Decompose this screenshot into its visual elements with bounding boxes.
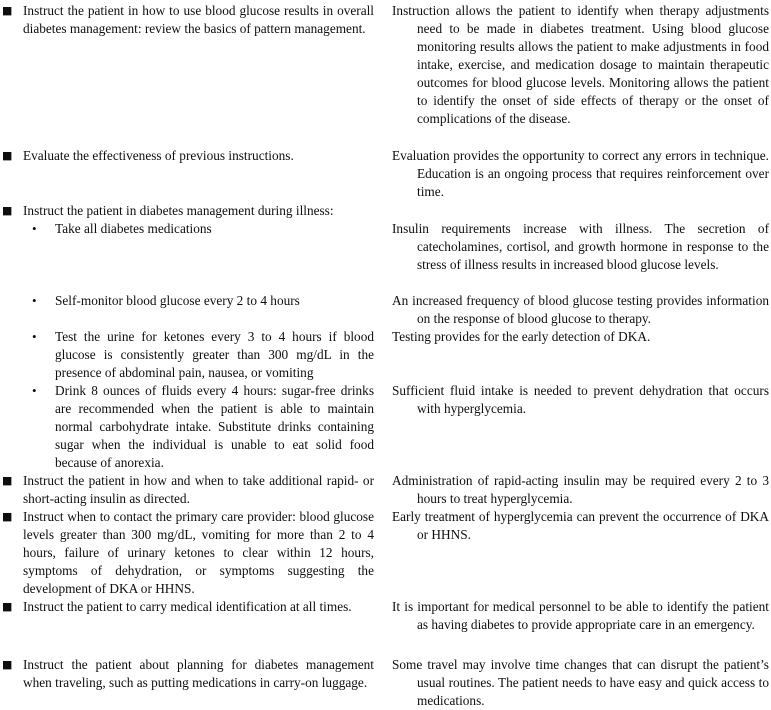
dot-bullet-icon: • bbox=[32, 221, 37, 236]
dot-bullet-icon: • bbox=[32, 383, 37, 398]
rationale-cell bbox=[392, 328, 769, 346]
intervention-cell bbox=[2, 2, 374, 38]
rationale-text: Instruction allows the patient to identify when therapy adjustments need to be made in diabetes treatment. Using blood glucose monitoring results allows the patient to make adjustments in food intake, exercise, and medication dosage to maintain therapeutic outcomes for blood glucose levels. Monitoring allows the patient to identify the onset of side effects of therapy or the onset of complications of the disease. bbox=[392, 3, 769, 126]
square-bullet-icon: ■ bbox=[2, 510, 13, 523]
rationale-text: Evaluation provides the opportunity to correct any errors in technique. Education is an ongoing process that requires reinforcement over time. bbox=[392, 148, 769, 199]
rationale-cell bbox=[392, 382, 769, 418]
intervention-item bbox=[2, 508, 374, 598]
table-row bbox=[2, 147, 769, 202]
rationale-text: Administration of rapid-acting insulin may be required every 2 to 3 hours to treat hyperglycemia. bbox=[392, 473, 769, 506]
rationale-text: Testing provides for the early detection of DKA. bbox=[392, 329, 651, 344]
intervention-text: Take all diabetes medications bbox=[55, 221, 212, 236]
intervention-cell bbox=[2, 220, 374, 238]
intervention-item bbox=[2, 472, 374, 508]
intervention-item bbox=[2, 2, 374, 38]
intervention-cell bbox=[2, 598, 374, 616]
rationale-cell bbox=[392, 598, 769, 634]
rationale-cell bbox=[392, 508, 769, 544]
square-bullet-icon: ■ bbox=[2, 149, 13, 162]
table-row bbox=[2, 382, 769, 472]
intervention-cell bbox=[2, 472, 374, 508]
intervention-item bbox=[2, 598, 374, 616]
table-row bbox=[2, 220, 769, 292]
intervention-text: Test the urine for ketones every 3 to 4 hours if blood glucose is consistently greater than 300 mg/dL in the presence of abdominal pain, nausea, or vomiting bbox=[55, 329, 374, 380]
square-bullet-icon: ■ bbox=[2, 4, 13, 17]
intervention-text: Self-monitor blood glucose every 2 to 4 hours bbox=[55, 293, 300, 308]
intervention-item bbox=[2, 656, 374, 692]
rationale-cell bbox=[392, 292, 769, 328]
rationale-text: It is important for medical personnel to be able to identify the patient as having diabetes to provide appropriate care in an emergency. bbox=[392, 599, 769, 632]
intervention-subitem bbox=[2, 292, 374, 310]
table-row bbox=[2, 598, 769, 656]
rationale-text: Some travel may involve time changes that can disrupt the patient’s usual routines. The patient needs to have easy and quick access to medications. bbox=[392, 657, 769, 708]
table-row bbox=[2, 472, 769, 508]
square-bullet-icon: ■ bbox=[2, 600, 13, 613]
intervention-text: Instruct when to contact the primary care provider: blood glucose levels greater than 300 mg/dL, vomiting for more than 2 to 4 hours, failure of urinary ketones to clear within 12 hours, symptoms of dehydration, or symptoms suggesting the development of DKA or HHNS. bbox=[23, 509, 374, 596]
intervention-text: Drink 8 ounces of fluids every 4 hours: sugar-free drinks are recommended when the patient is able to maintain normal carbohydrate intake. Substitute drinks containing sugar when the individual is unable to eat solid food because of anorexia. bbox=[55, 383, 374, 470]
rationale-cell bbox=[392, 220, 769, 274]
dot-bullet-icon: • bbox=[32, 293, 37, 308]
intervention-item bbox=[2, 147, 374, 165]
square-bullet-icon: ■ bbox=[2, 204, 13, 217]
intervention-text: Instruct the patient to carry medical identification at all times. bbox=[23, 599, 352, 614]
intervention-cell bbox=[2, 508, 374, 598]
table-row bbox=[2, 328, 769, 382]
rationale-cell bbox=[392, 147, 769, 201]
intervention-text: Instruct the patient in how and when to take additional rapid- or short-acting insulin as directed. bbox=[23, 473, 374, 506]
table-row bbox=[2, 202, 769, 220]
table-row bbox=[2, 292, 769, 328]
table-row bbox=[2, 656, 769, 710]
rationale-text: Sufficient fluid intake is needed to prevent dehydration that occurs with hyperglycemia. bbox=[392, 383, 769, 416]
dot-bullet-icon: • bbox=[32, 329, 37, 344]
intervention-subitem bbox=[2, 382, 374, 472]
intervention-cell bbox=[2, 147, 374, 165]
intervention-item bbox=[2, 202, 374, 220]
intervention-cell bbox=[2, 202, 374, 220]
intervention-subitem bbox=[2, 220, 374, 238]
table-row bbox=[2, 2, 769, 147]
table-row bbox=[2, 508, 769, 598]
intervention-cell bbox=[2, 656, 374, 692]
rationale-cell bbox=[392, 656, 769, 710]
rationale-text: Insulin requirements increase with illness. The secretion of catecholamines, cortisol, and growth hormone in response to the stress of illness results in increased blood glucose levels. bbox=[392, 221, 769, 272]
intervention-subitem bbox=[2, 328, 374, 382]
square-bullet-icon: ■ bbox=[2, 658, 13, 671]
rationale-text: An increased frequency of blood glucose testing provides information on the response of blood glucose to therapy. bbox=[392, 293, 769, 326]
intervention-cell bbox=[2, 292, 374, 310]
rationale-text: Early treatment of hyperglycemia can prevent the occurrence of DKA or HHNS. bbox=[392, 509, 769, 542]
intervention-text: Instruct the patient about planning for diabetes management when traveling, such as putting medications in carry-on luggage. bbox=[23, 657, 374, 690]
square-bullet-icon: ■ bbox=[2, 474, 13, 487]
intervention-text: Instruct the patient in how to use blood glucose results in overall diabetes management: review the basics of pattern management. bbox=[23, 3, 374, 36]
intervention-cell bbox=[2, 328, 374, 382]
intervention-text: Evaluate the effectiveness of previous instructions. bbox=[23, 148, 294, 163]
intervention-cell bbox=[2, 382, 374, 472]
rationale-cell bbox=[392, 472, 769, 508]
rationale-cell bbox=[392, 2, 769, 128]
intervention-text: Instruct the patient in diabetes management during illness: bbox=[23, 203, 334, 218]
